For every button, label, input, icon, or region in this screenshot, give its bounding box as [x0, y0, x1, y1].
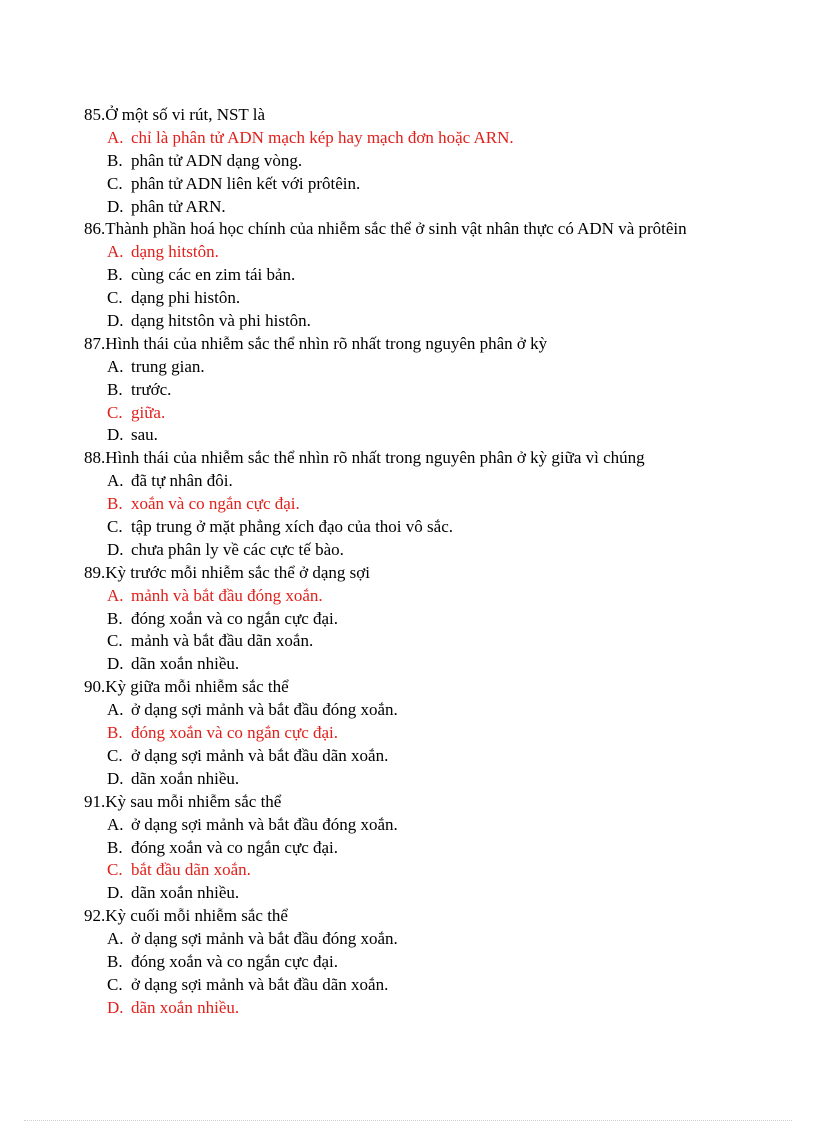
answer-option — [84, 196, 784, 219]
question-number: 86. — [84, 219, 106, 239]
option-letter: B. — [107, 265, 123, 285]
answer-option — [84, 837, 784, 860]
option-letter: A. — [107, 585, 124, 605]
option-letter: D. — [107, 425, 124, 445]
option-text: xoắn và co ngắn cực đại. — [131, 494, 300, 514]
question-86 — [84, 218, 784, 332]
option-text: đóng xoắn và co ngắn cực đại. — [131, 951, 339, 971]
option-text: đóng xoắn và co ngắn cực đại. — [131, 608, 339, 628]
question-90 — [84, 676, 784, 790]
option-text: chưa phân ly về các cực tế bào. — [131, 539, 344, 559]
answer-option — [84, 424, 784, 447]
option-letter: C. — [107, 517, 123, 537]
question-text: Kỳ sau mỗi nhiễm sắc thể — [105, 791, 282, 811]
question-88 — [84, 447, 784, 561]
answer-option — [84, 539, 784, 562]
question-91 — [84, 791, 784, 905]
option-text: bắt đầu dãn xoắn. — [131, 860, 251, 880]
option-letter: C. — [107, 860, 123, 880]
question-number: 87. — [84, 333, 106, 353]
option-letter: A. — [107, 814, 124, 834]
option-text: giữa. — [131, 402, 166, 422]
option-text: ở dạng sợi mảnh và bắt đầu dãn xoắn. — [131, 974, 389, 994]
option-letter: D. — [107, 654, 124, 674]
option-text: phân tử ARN. — [131, 196, 226, 216]
answer-option — [84, 630, 784, 653]
option-letter: C. — [107, 402, 123, 422]
answer-option-correct — [84, 493, 784, 516]
option-text: trung gian. — [131, 356, 205, 376]
answer-option — [84, 287, 784, 310]
question-number: 89. — [84, 562, 106, 582]
option-text: đã tự nhân đôi. — [131, 471, 233, 491]
answer-option-correct — [84, 997, 784, 1020]
question-stem — [84, 791, 784, 814]
answer-option — [84, 379, 784, 402]
option-text: dãn xoắn nhiều. — [131, 883, 240, 903]
option-text: ở dạng sợi mảnh và bắt đầu đóng xoắn. — [131, 814, 398, 834]
question-list — [84, 104, 784, 1020]
answer-option — [84, 173, 784, 196]
answer-option — [84, 768, 784, 791]
option-letter: A. — [107, 242, 124, 262]
option-text: dãn xoắn nhiều. — [131, 768, 240, 788]
option-text: dạng phi histôn. — [131, 288, 241, 308]
option-letter: B. — [107, 150, 123, 170]
answer-option — [84, 516, 784, 539]
option-text: sau. — [131, 425, 158, 445]
question-87 — [84, 333, 784, 447]
answer-option — [84, 814, 784, 837]
answer-option — [84, 470, 784, 493]
option-letter: A. — [107, 127, 124, 147]
option-letter: B. — [107, 723, 123, 743]
option-text: đóng xoắn và co ngắn cực đại. — [131, 723, 339, 743]
option-letter: D. — [107, 311, 124, 331]
answer-option — [84, 928, 784, 951]
option-letter: D. — [107, 196, 124, 216]
question-92 — [84, 905, 784, 1019]
option-letter: D. — [107, 768, 124, 788]
option-text: tập trung ở mặt phẳng xích đạo của thoi vô sắc. — [131, 517, 453, 537]
answer-option-correct — [84, 859, 784, 882]
question-text: Hình thái của nhiễm sắc thể nhìn rõ nhất trong nguyên phân ở kỳ giữa vì chúng — [105, 448, 645, 468]
option-text: chỉ là phân tử ADN mạch kép hay mạch đơn hoặc ARN. — [131, 127, 514, 147]
option-text: đóng xoắn và co ngắn cực đại. — [131, 837, 339, 857]
question-text: Hình thái của nhiễm sắc thể nhìn rõ nhất trong nguyên phân ở kỳ — [105, 333, 548, 353]
question-stem — [84, 218, 784, 241]
answer-option — [84, 150, 784, 173]
option-letter: D. — [107, 883, 124, 903]
option-text: ở dạng sợi mảnh và bắt đầu đóng xoắn. — [131, 700, 398, 720]
answer-option — [84, 608, 784, 631]
option-letter: D. — [107, 539, 124, 559]
question-85 — [84, 104, 784, 218]
answer-option-correct — [84, 722, 784, 745]
option-text: dãn xoắn nhiều. — [131, 654, 240, 674]
question-text: Ở một số vi rút, NST là — [105, 105, 266, 124]
answer-option-correct — [84, 127, 784, 150]
question-number: 88. — [84, 448, 106, 468]
option-text: mảnh và bắt đầu dãn xoắn. — [131, 631, 314, 651]
answer-option — [84, 699, 784, 722]
question-number: 85. — [84, 105, 106, 124]
answer-option — [84, 264, 784, 287]
option-letter: B. — [107, 494, 123, 514]
question-stem — [84, 905, 784, 928]
answer-option-correct — [84, 241, 784, 264]
option-letter: C. — [107, 745, 123, 765]
answer-option — [84, 653, 784, 676]
option-text: ở dạng sợi mảnh và bắt đầu dãn xoắn. — [131, 745, 389, 765]
page-bottom-rule — [24, 1120, 792, 1121]
question-89 — [84, 562, 784, 676]
question-text: Thành phần hoá học chính của nhiễm sắc thể ở sinh vật nhân thực có ADN và prôtêin — [105, 219, 687, 239]
option-letter: C. — [107, 631, 123, 651]
question-stem — [84, 447, 784, 470]
answer-option — [84, 974, 784, 997]
option-letter: C. — [107, 288, 123, 308]
option-text: cùng các en zim tái bản. — [131, 265, 296, 285]
option-text: phân tử ADN liên kết với prôtêin. — [131, 173, 361, 193]
question-stem — [84, 104, 784, 127]
option-letter: C. — [107, 974, 123, 994]
option-text: mảnh và bắt đầu đóng xoắn. — [131, 585, 323, 605]
question-text: Kỳ giữa mỗi nhiễm sắc thể — [105, 677, 289, 697]
question-text: Kỳ cuối mỗi nhiễm sắc thể — [105, 906, 288, 926]
answer-option-correct — [84, 585, 784, 608]
option-text: dãn xoắn nhiều. — [131, 997, 240, 1017]
answer-option — [84, 882, 784, 905]
question-stem — [84, 562, 784, 585]
answer-option-correct — [84, 402, 784, 425]
question-stem — [84, 676, 784, 699]
question-text: Kỳ trước mỗi nhiễm sắc thể ở dạng sợi — [105, 562, 370, 582]
option-letter: A. — [107, 700, 124, 720]
option-text: dạng hitstôn. — [131, 242, 219, 262]
answer-option — [84, 310, 784, 333]
option-letter: A. — [107, 929, 124, 949]
option-text: ở dạng sợi mảnh và bắt đầu đóng xoắn. — [131, 929, 398, 949]
question-number: 90. — [84, 677, 106, 697]
option-letter: B. — [107, 837, 123, 857]
option-text: trước. — [131, 379, 172, 399]
answer-option — [84, 356, 784, 379]
option-letter: B. — [107, 951, 123, 971]
option-text: dạng hitstôn và phi histôn. — [131, 311, 311, 331]
option-text: phân tử ADN dạng vòng. — [131, 150, 303, 170]
question-number: 92. — [84, 906, 106, 926]
question-stem — [84, 333, 784, 356]
option-letter: B. — [107, 379, 123, 399]
answer-option — [84, 745, 784, 768]
option-letter: B. — [107, 608, 123, 628]
option-letter: C. — [107, 173, 123, 193]
answer-option — [84, 951, 784, 974]
option-letter: A. — [107, 356, 124, 376]
option-letter: D. — [107, 997, 124, 1017]
question-number: 91. — [84, 791, 106, 811]
option-letter: A. — [107, 471, 124, 491]
